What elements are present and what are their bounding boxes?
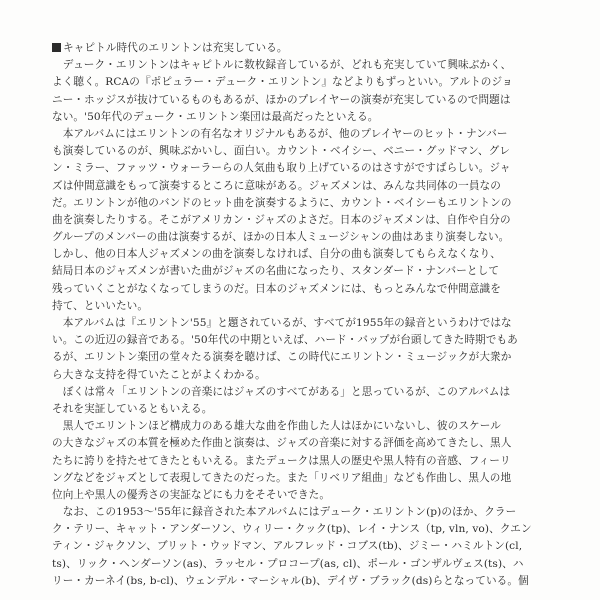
text-line: ts)、リック・ヘンダーソン(as)、ラッセル・プロコープ(as, cl)、ポール・ゴンザルヴェス(ts)、ハ <box>52 557 524 570</box>
text-line: の大きなジャズの本質を極めた作曲と演奏は、ジャズの音楽に対する評価を高めてきたし、黒人 <box>52 437 512 450</box>
text-line: リー・カーネイ(bs, b-cl)、ウェンデル・マーシャル(b)、デイヴ・ブラック(ds)らとなっている。個 <box>52 574 529 587</box>
text-line: しかし、他の日本人ジャズメンの曲を演奏しなければ、自分の曲も演奏してもらえなくなり、 <box>52 248 501 261</box>
body-lines <box>52 57 562 590</box>
text-line: い。この近辺の録音である。'50年代の中期といえば、ハード・バップが台頭してきた時期でもあ <box>52 334 518 347</box>
text-line: 本アルバムは『エリントン'55』と題されているが、すべてが1955年の録音というわけではな <box>52 317 512 330</box>
text-line: たちに誇りを持たせてきたともいえる。またデュークは黒人の歴史や黒人特有の音感、フィーリ <box>52 454 511 467</box>
text-line: よく聴く。RCAの『ポピュラー・デューク・エリントン』などよりもずっといい。アルトのジョ <box>52 76 513 89</box>
text-line: ぼくは常々「エリントンの音楽にはジャズのすべてがある」と思っているが、このアルバムは <box>52 385 511 398</box>
text-line: も演奏しているのが、興味ぶかいし、面白い。カウント・ベイシー、ベニー・グッドマン、グレ <box>52 145 511 158</box>
text-line: ら大きな支持を得ていたことがよくわかる。 <box>52 368 266 381</box>
text-line: 位向上や黒人の優秀さの実証などにも力をそそいできた。 <box>52 488 331 501</box>
text-line: 残っていくことがなくなってしまうのだ。日本のジャズメンには、もっとみんなで仲間意識を <box>52 282 501 295</box>
text-line: 結局日本のジャズメンが書いた曲がジャズの名曲になったり、スタンダード・ナンバーとして <box>52 265 500 278</box>
text-line: ない。'50年代のデューク・エリントン楽団は最高だったといえる。 <box>52 110 379 123</box>
text-line: グループのメンバーの曲は演奏するが、ほかの日本人ミュージシャンの曲はあまり演奏しない。 <box>52 231 510 244</box>
text-line: 黒人でエリントンほど構成力のある雄大な曲を作曲した人はほかにいないし、彼のスケール <box>52 420 501 433</box>
text-line: ニー・ホッジスが抜けているものもあるが、ほかのプレイヤーの演奏が充実しているので問題は <box>52 93 511 106</box>
text-line: 持て、といいたい。 <box>52 299 149 312</box>
text-line: るが、エリントン楽団の堂々たる演奏を聴けば、この時代にエリントン・ミュージックが大衆か <box>52 351 512 364</box>
text-line: ン・ミラー、ファッツ・ウォーラーらの人気曲も取り上げているのはさすがですばらしい。ジャ <box>52 162 511 175</box>
text-line: だ。エリントンが他のバンドのヒット曲を演奏するように、カウント・ベイシーもエリントンの <box>52 196 512 209</box>
text-line: ティン・ジャクソン、ブリット・ウッドマン、アルフレッド・コブス(tb)、ジミー・ハミルトン(cl, <box>52 540 523 553</box>
text-line: なお、この1953～'55年に録音された本アルバムにはデューク・エリントン(p)のほか、クラー <box>52 506 517 519</box>
text-line: それを実証しているともいえる。 <box>52 402 213 415</box>
bullet-square-icon <box>52 43 61 52</box>
text-line: ク・テリー、キャット・アンダーソン、ウィリー・クック(tp)、レイ・ナンス（tp, vln, vo)、クエン <box>52 523 532 536</box>
text-line: ングなどをジャズとして表現してきたのだった。また「リベリア組曲」なども作曲し、黒人の地 <box>52 471 512 484</box>
text-line: 曲を演奏したりする。そこがアメリカン・ジャズのよさだ。日本のジャズメンは、自作や自分の <box>52 213 511 226</box>
text-line: ズは仲間意識をもって演奏するところに意味がある。ジャズメンは、みんな共同体の一員なの <box>52 179 501 192</box>
text-line: 本アルバムにはエリントンの有名なオリジナルもあるが、他のプレイヤーのヒット・ナンバー <box>52 127 508 140</box>
liner-notes-text <box>52 40 562 590</box>
text-line: デューク・エリントンはキャピトルに数枚録音しているが、どれも充実していて興味ぶかく、 <box>52 59 512 72</box>
section-heading-text: キャピトル時代のエリントンは充実している。 <box>63 42 288 54</box>
section-heading <box>52 40 562 57</box>
